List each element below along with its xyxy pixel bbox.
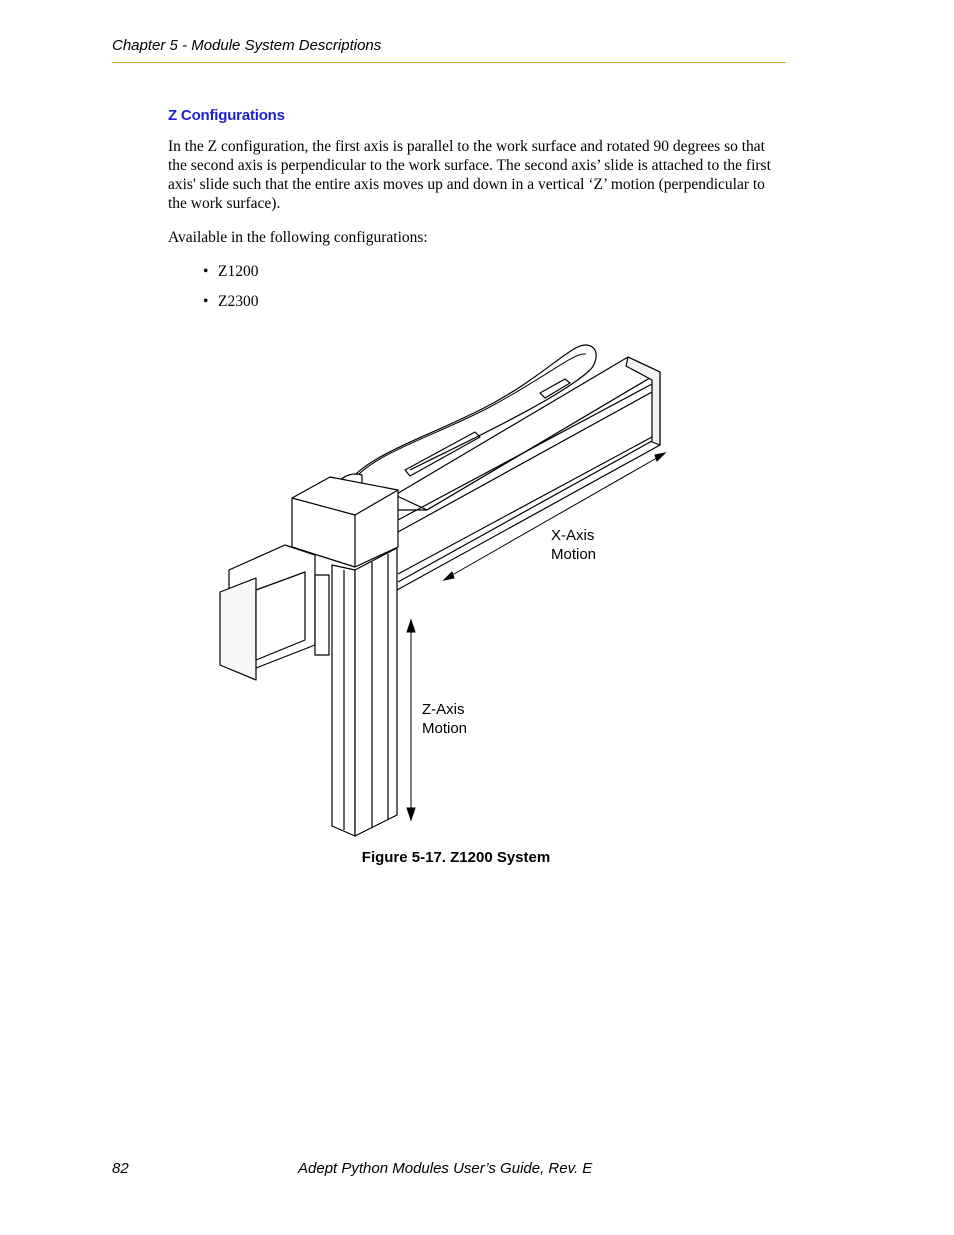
z-motor-bracket [315, 575, 329, 655]
x-axis-label-line: X-Axis [551, 527, 595, 544]
footer-document-title: Adept Python Modules User’s Guide, Rev. E [298, 1160, 593, 1177]
configuration-name: Z2300 [218, 293, 259, 310]
z-axis-arrowhead [407, 808, 415, 820]
running-header: Chapter 5 - Module System Descriptions [112, 37, 382, 54]
z-axis-label [422, 700, 467, 738]
x-axis-arrowhead [655, 453, 665, 461]
x-axis-label [551, 526, 596, 564]
x-axis-arrowhead [444, 572, 454, 580]
configuration-name: Z1200 [218, 263, 259, 280]
z-axis-arrowhead [407, 620, 415, 632]
z-motor-side-plate [220, 578, 256, 680]
bullet-icon: • [203, 263, 209, 280]
figure-caption: Figure 5-17. Z1200 System [361, 849, 551, 866]
section-heading: Z Configurations [168, 107, 285, 124]
z-column-front [355, 548, 397, 836]
x-axis-label-line: Motion [551, 546, 597, 563]
z-axis-label-line: Z-Axis [422, 701, 465, 718]
available-intro: Available in the following configurations: [168, 229, 428, 246]
page-number: 82 [112, 1160, 129, 1177]
intro-paragraph: In the Z configuration, the first axis is parallel to the work surface and rotated 90 degrees so that the second axis is perpendicular to the work surface. The second axis’ slide is attached to the first axis' slide such that the entire axis moves up and down in a vertical ‘Z’ motion (perpendicular to the work surface). [168, 138, 771, 212]
z-axis-label-line: Motion [422, 720, 468, 737]
bullet-icon: • [203, 293, 209, 310]
